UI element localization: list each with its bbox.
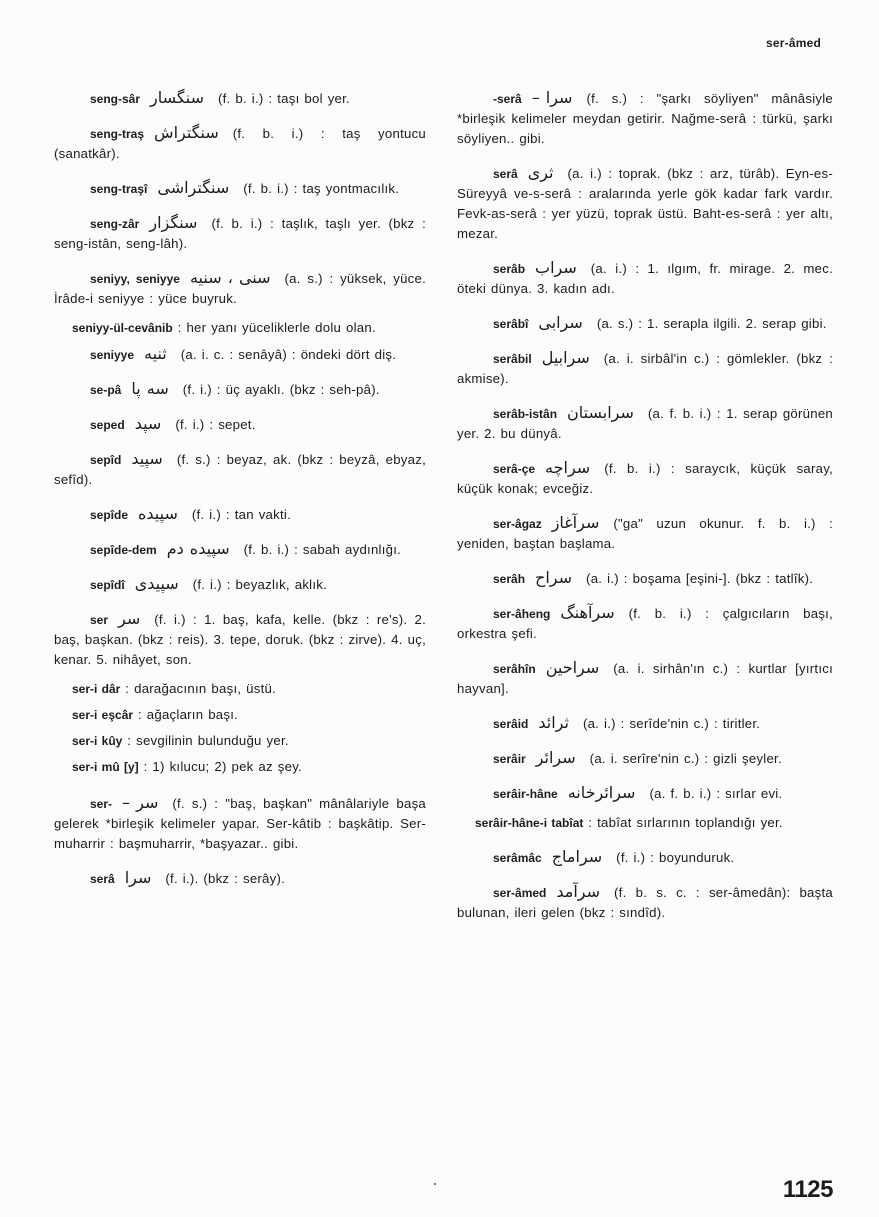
dictionary-entry <box>54 268 426 309</box>
dictionary-entry <box>457 748 833 769</box>
definition: (a. i. c. : senâyâ) : öndeki dört diş. <box>180 347 397 362</box>
headword: sepîdî <box>90 578 125 592</box>
definition: (a. s.) : 1. serapla ilgili. 2. serap gibi. <box>596 316 827 331</box>
dictionary-entry <box>457 88 833 149</box>
headword: serâ <box>493 167 518 181</box>
arabic-script: سرائرخانه <box>567 783 636 802</box>
headword: seniyye <box>90 348 135 362</box>
dictionary-subentry <box>54 731 426 751</box>
definition: (a. i. serîre'nin c.) : gizli şeyler. <box>589 751 782 766</box>
dictionary-entry <box>457 568 833 589</box>
arabic-script: سر <box>118 609 141 628</box>
dictionary-entry <box>457 783 833 804</box>
dictionary-entry <box>54 609 426 670</box>
arabic-script: سراحین <box>545 658 600 677</box>
headword: ser-i eşcâr <box>72 708 134 722</box>
headword: serâmâc <box>493 851 542 865</box>
dictionary-entry <box>54 449 426 490</box>
definition: : darağacının başı, üstü. <box>125 681 277 696</box>
headword: ser-i kûy <box>72 734 123 748</box>
arabic-script: سنگزار <box>149 213 198 232</box>
definition: (f. s.) : beyaz, ak. (bkz : beyzâ, ebyaz, sefîd). <box>54 452 426 487</box>
headword: ser-âheng <box>493 607 551 621</box>
dictionary-entry <box>54 574 426 595</box>
dictionary-entry <box>54 793 426 854</box>
definition: (a. i.) : 1. ılgım, fr. mirage. 2. mec. öteki dünya. 3. kadın adı. <box>457 261 833 296</box>
arabic-script: سنی ، سنیه <box>189 268 271 287</box>
arabic-script: سپید <box>131 449 163 468</box>
dictionary-subentry <box>54 757 426 777</box>
arabic-script: سراماج <box>551 847 603 866</box>
arabic-script: سرابی <box>538 313 583 332</box>
dictionary-entry <box>54 344 426 365</box>
definition: (a. i. sirbâl'in c.) : gömlekler. (bkz : akmise). <box>457 351 833 386</box>
headword: ser-âgaz <box>493 517 542 531</box>
dictionary-entry <box>54 504 426 525</box>
arabic-script: سراچه <box>545 458 591 477</box>
definition: (a. i.) : toprak. (bkz : arz, türâb). Eyn-es- Süreyyâ ve-s-serâ : aralarında yerle gök kadar fark vardır. Fevk-as-serâ : yer yüzü, toprak üstü. Baht-es-serâ : yer altı, mezar. <box>457 166 833 241</box>
definition: (f. b. i.) : taşı bol yer. <box>217 91 350 106</box>
arabic-script: سپد <box>134 414 162 433</box>
definition: (f. b. s. c. : ser-âmedân): başta bulunan, ileri gelen (bkz : sındîd). <box>457 885 833 920</box>
arabic-script: سرآمد <box>556 882 601 901</box>
dictionary-subentry <box>54 318 426 338</box>
definition: (f. b. i.) : sabah aydınlığı. <box>243 542 402 557</box>
dictionary-entry <box>54 88 426 109</box>
dictionary-entry <box>54 178 426 199</box>
definition: (f. i.) : üç ayaklı. (bkz : seh-pâ). <box>182 382 380 397</box>
definition: (a. i.) : boşama [eşini-]. (bkz : tatlîk). <box>586 571 814 586</box>
definition: (f. b. i.) : taş yontmacılık. <box>243 181 400 196</box>
headword: se-pâ <box>90 383 122 397</box>
arabic-script: – سرا <box>531 88 573 107</box>
dictionary-entry <box>457 348 833 389</box>
definition: (f. i.) : tan vakti. <box>191 507 291 522</box>
definition: (f. i.) : 1. baş, kafa, kelle. (bkz : re's). 2. baş, başkan. (bkz : reis). 3. tepe, doruk. (bkz : zirve). 4. uç, kenar. 5. nihâyet, son. <box>54 612 426 667</box>
headword: ser-âmed <box>493 886 547 900</box>
headword: serâb <box>493 262 526 276</box>
headword: serâ <box>90 872 115 886</box>
headword: ser- <box>90 797 113 811</box>
dictionary-entry <box>54 379 426 400</box>
dictionary-entry <box>54 868 426 889</box>
definition: : ağaçların başı. <box>137 707 239 722</box>
headword: seng-traşî <box>90 182 148 196</box>
definition: (a. s.) : yüksek, yüce. İrâde-i seniyye : yüce buyruk. <box>54 271 427 306</box>
dictionary-subentry <box>54 705 426 725</box>
definition: (f. i.) : sepet. <box>175 417 256 432</box>
dictionary-entry <box>457 603 833 644</box>
headword: serâid <box>493 717 529 731</box>
headword: -serâ <box>493 92 522 106</box>
right-column <box>457 88 833 937</box>
print-speck <box>434 1183 436 1185</box>
definition: (a. f. b. i.) : sırlar evi. <box>649 786 783 801</box>
definition: (f. b. i.) : saraycık, küçük saray, küçük konak; evceğiz. <box>457 461 833 496</box>
arabic-script: – سر <box>122 793 159 812</box>
headword: sepîde <box>90 508 129 522</box>
definition: ("ga" uzun okunur. f. b. i.) : yeniden, baştan başlama. <box>457 516 833 551</box>
definition: (f. i.) : boyunduruk. <box>616 850 735 865</box>
definition: (f. s.) : "baş, başkan" mânâlariyle başa gelerek *birleşik kelimeler yapar. Ser-kâtib : başkâtip. Ser-muharrir : başmuharrir, *başyazar.. gibi. <box>54 796 426 851</box>
definition: (f. i.) : beyazlık, aklık. <box>192 577 328 592</box>
arabic-script: سپیده دم <box>166 539 230 558</box>
dictionary-entry <box>54 123 426 164</box>
headword: serâbî <box>493 317 529 331</box>
definition: (a. f. b. i.) : 1. serap görünen yer. 2. bu dünyâ. <box>457 406 833 441</box>
dictionary-subentry <box>54 679 426 699</box>
headword: sepîde-dem <box>90 543 157 557</box>
arabic-script: سرا <box>124 868 152 887</box>
definition: (f. s.) : "şarkı söyliyen" mânâsiyle *birleşik kelimeler meydan getirir. Nağme-serâ : türkü, şarkı söyliyen.. gibi. <box>457 91 833 146</box>
dictionary-entry <box>457 882 833 923</box>
headword: seng-sâr <box>90 92 141 106</box>
headword: ser-i mû [y] <box>72 760 139 774</box>
left-column <box>54 88 426 903</box>
headword: ser-i dâr <box>72 682 121 696</box>
dictionary-entry <box>457 513 833 554</box>
arabic-script: سنگتراشی <box>157 178 230 197</box>
arabic-script: سپیده <box>138 504 178 523</box>
definition: (f. i.). (bkz : serây). <box>165 871 286 886</box>
arabic-script: سه پا <box>131 379 169 398</box>
definition: : tabîat sırlarının toplandığı yer. <box>588 815 783 830</box>
dictionary-entry <box>54 414 426 435</box>
arabic-script: ثنیه <box>144 344 167 363</box>
headword: sepîd <box>90 453 122 467</box>
page-number: 1125 <box>782 1176 833 1203</box>
definition: (a. i. sirhân'ın c.) : kurtlar [yırtıcı hayvan]. <box>457 661 833 696</box>
arabic-script: سرآهنگ <box>560 603 615 622</box>
dictionary-entry <box>54 213 426 254</box>
definition: (f. b. i.) : taşlık, taşlı yer. (bkz : seng-istân, seng-lâh). <box>54 216 426 251</box>
definition: : 1) kılucu; 2) pek az şey. <box>143 759 302 774</box>
headword: serâ-çe <box>493 462 536 476</box>
dictionary-entry <box>457 313 833 334</box>
headword: serâhîn <box>493 662 536 676</box>
dictionary-entry <box>457 713 833 734</box>
arabic-script: ثری <box>527 163 554 182</box>
arabic-script: سرائر <box>535 748 576 767</box>
dictionary-entry <box>457 163 833 244</box>
headword: seng-traş <box>90 127 145 141</box>
arabic-script: سراب <box>535 258 577 277</box>
dictionary-entry <box>457 403 833 444</box>
headword: ser <box>90 613 109 627</box>
definition: (a. i.) : serîde'nin c.) : tiritler. <box>582 716 761 731</box>
arabic-script: سرآغاز <box>551 513 600 532</box>
arabic-script: سنگتراش <box>154 123 219 142</box>
headword: serâir <box>493 752 526 766</box>
arabic-script: ثرائد <box>538 713 569 732</box>
headword: seniyy-ül-cevânib <box>72 321 173 335</box>
arabic-script: سرابستان <box>567 403 634 422</box>
dictionary-entry <box>457 847 833 868</box>
dictionary-entry <box>457 458 833 499</box>
headword: serâb-istân <box>493 407 558 421</box>
headword: serâh <box>493 572 526 586</box>
definition: (f. b. i.) : taş yontucu (sanatkâr). <box>54 126 426 161</box>
headword: seng-zâr <box>90 217 140 231</box>
dictionary-entry <box>54 539 426 560</box>
headword: serâbil <box>493 352 532 366</box>
arabic-script: سنگسار <box>150 88 204 107</box>
definition: (f. b. i.) : çalgıcıların başı, orkestra şefi. <box>457 606 833 641</box>
running-head: ser-âmed <box>766 36 821 50</box>
headword: serâir-hâne-i tabîat <box>475 816 584 830</box>
headword: seped <box>90 418 125 432</box>
dictionary-entry <box>457 658 833 699</box>
definition: : sevgilinin bulunduğu yer. <box>127 733 289 748</box>
headword: seniyy, seniyye <box>90 272 180 286</box>
definition: : her yanı yüceliklerle dolu olan. <box>177 320 376 335</box>
arabic-script: سراح <box>535 568 573 587</box>
dictionary-subentry <box>457 813 833 833</box>
arabic-script: سپیدی <box>134 574 179 593</box>
arabic-script: سرابیل <box>541 348 590 367</box>
dictionary-entry <box>457 258 833 299</box>
headword: serâir-hâne <box>493 787 558 801</box>
